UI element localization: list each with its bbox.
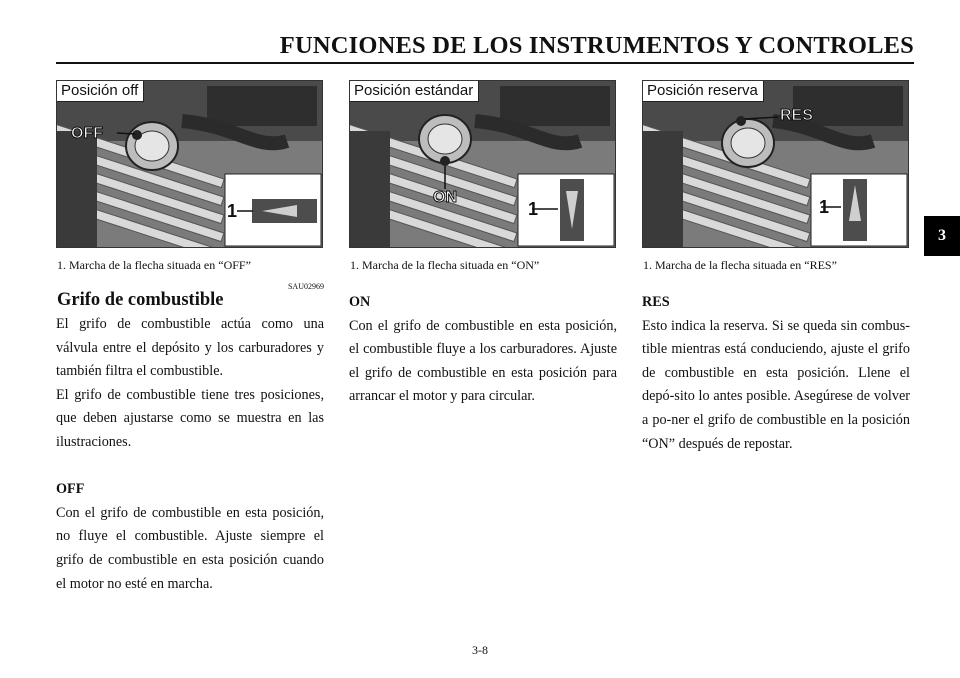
subheading-on: ON	[349, 294, 371, 310]
photo-on-position	[349, 80, 616, 248]
paragraph: El grifo de combustible tiene tres posiciones, que deben ajustarse como se muestra en las ilustraciones.	[56, 386, 324, 450]
overlay-on-text: ON	[433, 189, 457, 206]
page-number: 3-8	[472, 643, 488, 657]
column-3-body	[642, 291, 910, 456]
photo-label: Posición reserva	[643, 81, 764, 102]
section-heading: Grifo de combustible	[57, 290, 224, 310]
callout-number: 1	[528, 199, 539, 219]
caption-off: 1. Marcha de la flecha situada en “OFF”	[57, 258, 251, 272]
chapter-tab: 3	[924, 216, 960, 256]
paragraph: Con el grifo de combustible en esta posición, no fluye el combustible. Ajuste siempre el grifo de combustible en esta posición cuando el motor no esté en marcha.	[56, 504, 324, 592]
photo-res-position	[642, 80, 909, 248]
paragraph: El grifo de combustible actúa como una válvula entre el depósito y los carburadores y también filtra el combustible.	[56, 316, 324, 380]
column-1-body	[56, 313, 324, 596]
header-rule	[56, 62, 914, 64]
column-2-body	[349, 291, 617, 409]
photo-label: Posición estándar	[350, 81, 479, 102]
photo-label: Posición off	[57, 81, 144, 102]
caption-on: 1. Marcha de la flecha situada en “ON”	[350, 258, 540, 272]
page-header-title: FUNCIONES DE LOS INSTRUMENTOS Y CONTROLES	[279, 32, 914, 59]
overlay-res-text: RES	[780, 107, 813, 124]
overlay-off-text: OFF	[71, 125, 103, 142]
section-code: SAU02969	[287, 282, 324, 291]
caption-res: 1. Marcha de la flecha situada en “RES”	[643, 258, 837, 272]
photo-off-position	[56, 80, 323, 248]
paragraph: Con el grifo de combustible en esta posición, el combustible fluye a los carburadores. Ajuste el grifo de combustible en esta posición para arrancar el motor y para circular.	[349, 317, 617, 405]
callout-number: 1	[819, 197, 830, 217]
callout-number: 1	[227, 201, 238, 221]
subheading-off: OFF	[56, 481, 85, 498]
paragraph: Esto indica la reserva. Si se queda sin combus-tible mientras está conduciendo, ajuste el grifo de combustible en esta posición. Llene el depó-sito lo antes posible. Asegúrese de volver a po-ner el grifo de combustible en la posición “ON” después de repostar.	[642, 317, 910, 452]
subheading-res: RES	[642, 294, 670, 310]
